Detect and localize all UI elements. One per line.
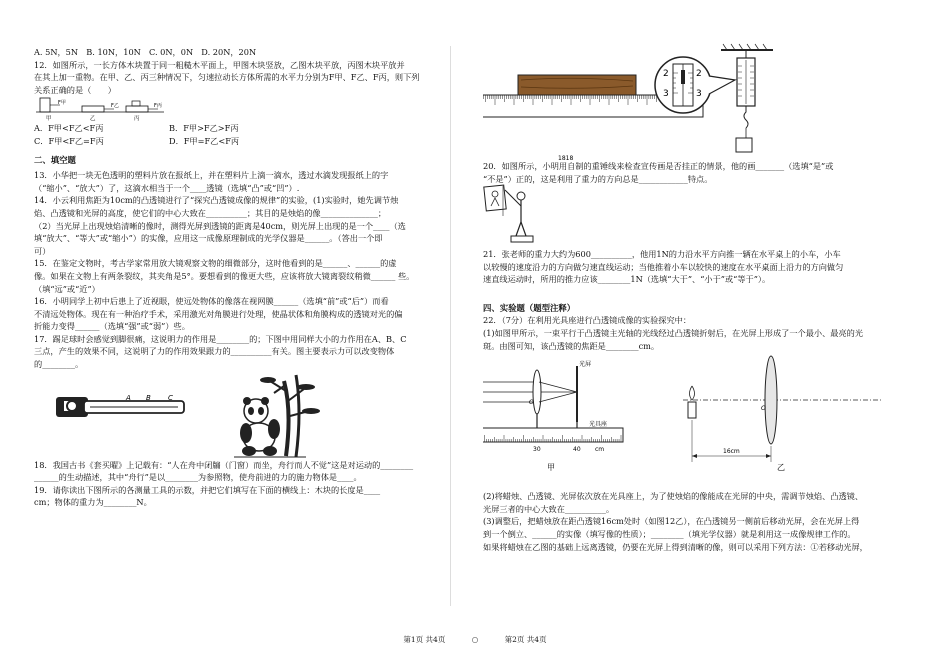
lens-center-o: O [529,399,534,407]
candle-flame [690,386,695,400]
label-jia: 甲 [46,116,52,123]
fill-line: 不清远处物体。现在有一种治疗手术，采用激光对角膜进行处理，使晶状体和角膜构成的透镜对光的偏 [34,308,403,319]
point-b-label: B [146,393,151,402]
scale-magnifier [655,57,735,113]
block-upright [40,98,50,112]
tick-40: 40 [573,446,581,454]
q20-spacer [483,208,903,248]
wrench-panda-figure [34,371,446,459]
wrench-illustration [56,394,184,417]
q12-line: 在其上加一重物。在甲、乙、丙三种情况下，匀速拉动长方体所需的水平力分别为F甲、F乙、F丙，则下列 [34,72,420,83]
option-c: C．F甲<F乙=F丙 [34,135,104,146]
fill-line: （填“远”或“近”） [34,283,100,294]
label-jia: 甲 [547,463,555,473]
fill-line: 折能力变得______（选填“强”或“弱”）些。 [34,321,190,332]
q22-line: (2)将蜡烛、凸透镜、光屏依次放在光具座上，为了使烛焰的像能成在光屏的中央，需调节烛焰、凸透镜、 [483,491,864,502]
q19-figures [483,40,903,160]
q22-line: 到一个倒立、______的实像（填写像的性质）；________（填光学仪器）就是利用这一成像规律工作的。 [483,528,856,539]
label-bing: 丙 [134,116,140,123]
section-title-experiment: 四、实验题（题型注释） [483,302,576,313]
fill-line: 焰、凸透镜和光屏的高度，使它们的中心大致在__________；其目的是烛焰的像______________； [34,207,387,218]
spring-scale [721,44,773,152]
q18-line: 18．我国古书《套买曜》上记载有：“人在舟中闭牖（门窗）而坐，舟行而人不觉”这是对运动的________ [34,459,414,470]
scale-label-right-2: 2 [696,69,702,79]
wood-blocks-figure [34,96,174,122]
ruler-spring-scale-figure [483,40,903,160]
q20-block [483,160,903,208]
figure-yi [683,356,883,472]
convex-lens [765,356,777,444]
block-flat [82,106,104,112]
figure-jia [483,360,623,472]
scale-label-right-3: 3 [696,89,702,99]
q22-line: 斑。由图可知，该凸透镜的焦距是________cm。 [483,340,660,351]
point-a-label: A [126,393,131,402]
label-yi: 乙 [777,463,785,473]
option-d: D．F甲=F乙<F丙 [169,135,240,146]
fill-line: 16．小明同学上初中后患上了近视眼，使远处物体的像落在视网膜______（选填“前”或“后”）而看 [34,296,389,307]
optical-bench-figure [483,352,903,490]
fill-line: 14．小云利用焦距为10cm的凸透镜进行了“探究凸透镜成像的规律”的实验，(1)实验时，她先调节烛 [34,195,399,206]
q19-line: 19．请你读出下图所示的各测量工具的示数，并把它们填写在下面的横线上：木块的长度是____ [34,484,381,495]
fill-line: 可） [34,245,51,256]
q12-line: 关系正确的是（ ） [34,84,116,95]
q12-options-row [34,135,446,148]
q21-line: 速直线运动时，所用的推力应该________1N（选填“大于”、“小于”或“等于”）。 [483,274,771,285]
section-title-fill: 二、填空题 [34,154,76,165]
q12-figure [34,96,446,122]
q22-line: (1)如图甲所示，一束平行于凸透镜主光轴的光线经过凸透镜折射后，在光屏上形成了一个最小、最亮的光 [483,327,864,338]
fill-line: 17．踢足球时会感觉到脚很痛，这说明力的作用是________的；下图中用同样大小的力作用在A、B、C [34,333,407,344]
fill-line: 15．在鉴定文物时，考古学家常用放大镜观察文物的细微部分，这时他看到的是______、______的虚 [34,258,397,269]
screen-label: 光屏 [579,361,592,369]
candle [688,402,696,418]
page-number-2: 第2页 共4页 [504,635,547,644]
label-yi: 乙 [90,116,96,123]
q11-options: A. 5N，5N B. 10N，10N C. 0N，0N D. 20N，20N [34,47,257,57]
q12-line: 12．如图所示，一长方体木块置于同一粗糙木平面上，甲图木块竖放，乙图木块平放，丙图木块平放并 [34,59,405,70]
fill-line: 13．小华把一块无色透明的塑料片放在报纸上，并在塑料片上滴一滴水，透过水滴发现报纸上的字 [34,170,389,181]
fill-line: 像。如果在文物上有两条裂纹，其夹角是5°。要想看到的像更大些，应该将放大镜离裂纹稍微______ 些。 [34,270,415,281]
column-divider [450,46,451,606]
scale-label-left-3: 3 [663,89,669,99]
panda-bamboo-illustration [234,375,320,457]
fill-line: 三点，产生的效果不同，这说明了力的作用效果跟力的__________有关。图主要表示力可以改变物体 [34,346,395,357]
left-page [34,46,446,509]
right-page [483,40,903,553]
tick-30: 30 [533,446,541,454]
fill-line: 的________。 [34,359,84,370]
force-label-c: F丙 [154,103,162,110]
q17-figures [34,371,446,459]
point-c-label: C [168,393,173,402]
page-separator: ○ [471,635,479,644]
q22-line: 光屏三者的中心大致在__________。 [483,503,615,514]
weight [132,101,140,106]
bench-label: 光具座 [589,421,608,429]
page-number-1: 第1页 共4页 [403,635,446,644]
q18-line: ______的生动描述，其中“舟行”是以________为参照物，使舟前进的力的施力物体是____。 [34,472,362,483]
block-flat-weight [126,106,148,112]
option-a: A．F甲<F乙<F丙 [34,123,104,134]
q21-line: 21．张老师的重力大约为600__________，他用1N的力沿水平方向推一辆在水平桌上的小车，小车 [483,249,841,259]
page-footer [0,634,950,645]
scale-label-left-2: 2 [663,69,669,79]
q22-line: 22．（7分）在利用光具座进行凸透镜成像的实验探究中： [483,315,692,326]
q22-line: (3)调整后，把蜡烛放在距凸透镜16cm处时（如图12乙），在凸透镜另一侧前后移动光屏，会在光屏上得 [483,516,860,527]
fill-line: 填“放大”、“等大”或“缩小”）的实像，应用这一成像原理制成的光学仪器是______。（答出一个即 [34,233,383,244]
lens-center-o-yi: O [761,405,766,413]
fill-line: （2）当光屏上出现烛焰清晰的像时，测得光屏到透镜的距离是40cm，则光屏上出现的是一个____（选 [34,220,406,231]
option-b: B．F甲>F乙>F丙 [169,123,239,134]
tick-unit: cm [595,446,605,454]
distance-label: 16cm [723,448,740,456]
plumb-line-figure [483,182,543,250]
q22-line: 如果将蜡烛在乙图的基础上远离透镜，仍要在光屏上得到清晰的像，则可以采用下列方法：①若移动光屏， [483,541,868,552]
fill-line: （“缩小”、“放大”）了，这滴水相当于一个____透镜（选填“凸”或“凹”）. [34,182,300,193]
q21-line: 以较慢的速度沿力的方向做匀速直线运动；当他推着小车以较快的速度在水平桌面上沿力的方向做匀 [483,261,844,272]
q20-line: 20．如图所示，小明用自制的重锤线来检查宣传画是否挂正的情景，他的画_______（选填“是”或 [483,161,834,171]
q22-figures [483,352,903,490]
figure-caption: 1818 [558,155,574,160]
q19-line: cm；物体的重力为________N。 [34,497,152,508]
force-label-a: F甲 [58,100,66,107]
force-label-b: F乙 [111,103,119,110]
q20-line: “不是”）正的，这是利用了重力的方向总是____________特点。 [483,173,713,184]
q12-options-row [34,122,446,135]
